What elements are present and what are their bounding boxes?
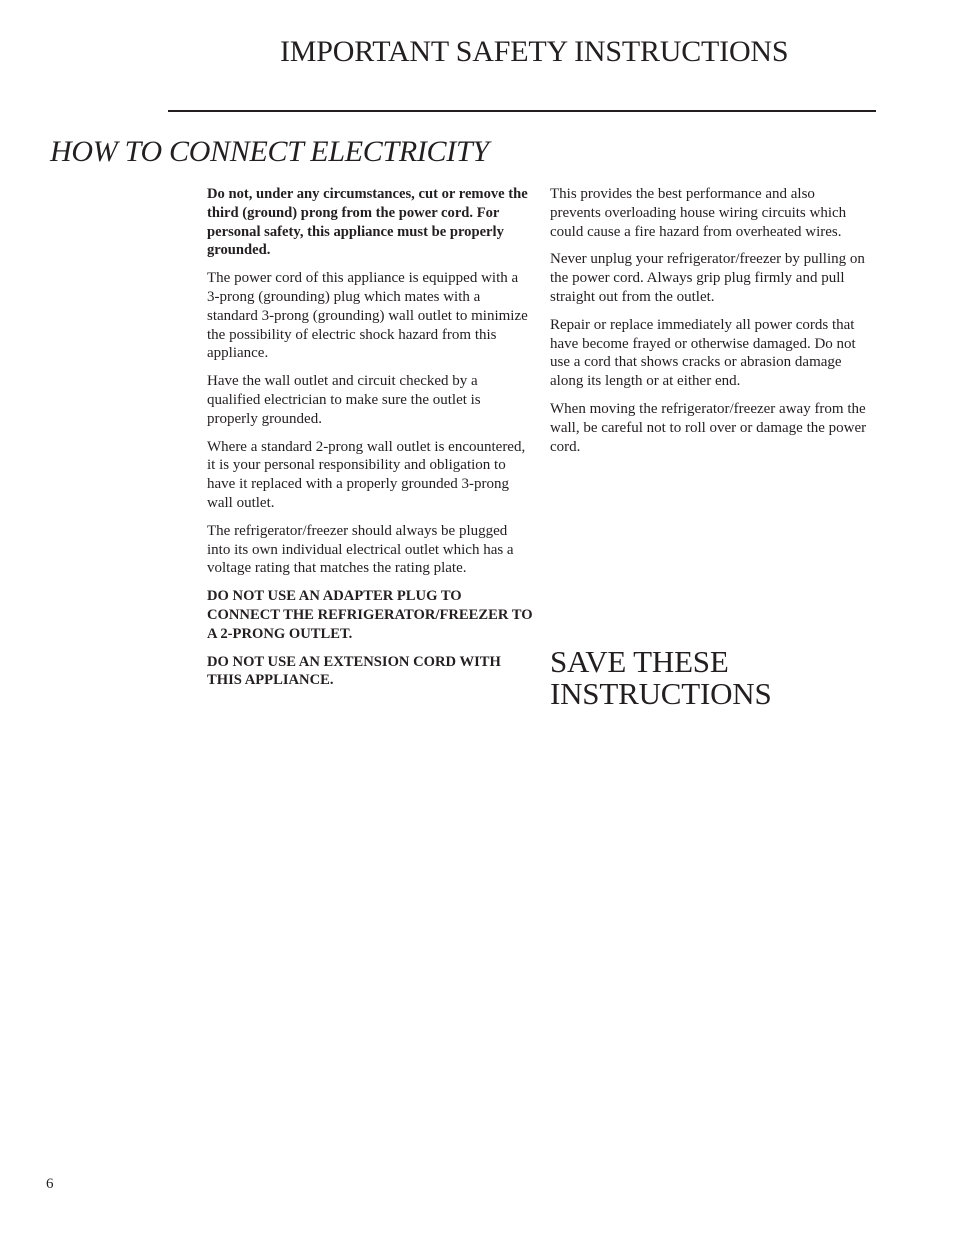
left-column [207, 185, 533, 699]
unplug-paragraph: Never unplug your refrigerator/freezer by pulling on the power cord. Always grip plug firmly and pull straight out from the outlet. [550, 251, 865, 305]
grounding-warning-paragraph: Do not, under any circumstances, cut or remove the third (ground) prong from the power cord. For personal safety, this appliance must be properly grounded. [207, 186, 528, 259]
save-title-line-1: SAVE THESE [550, 644, 729, 679]
outlet-check-paragraph: Have the wall outlet and circuit checked by a qualified electrician to make sure the outlet is properly grounded. [207, 373, 481, 427]
adapter-warning-paragraph: DO NOT USE AN ADAPTER PLUG TO CONNECT THE REFRIGERATOR/FREEZER TO A 2-PRONG OUTLET. [207, 588, 533, 642]
page-number: 6 [46, 1176, 54, 1192]
save-instructions-title [550, 646, 772, 710]
save-title-line-2: INSTRUCTIONS [550, 676, 772, 711]
moving-paragraph: When moving the refrigerator/freezer away from the wall, be careful not to roll over or damage the power cord. [550, 400, 867, 455]
header-divider [168, 110, 876, 112]
individual-outlet-paragraph: The refrigerator/freezer should always be plugged into its own individual electrical outlet which has a voltage rating that matches the rating plate. [207, 522, 514, 577]
performance-paragraph: This provides the best performance and also prevents overloading house wiring circuits which could cause a fire hazard from overheated wires. [550, 186, 847, 240]
extension-cord-warning-paragraph: DO NOT USE AN EXTENSION CORD WITH THIS APPLIANCE. [207, 653, 501, 689]
section-title: HOW TO CONNECT ELECTRICITY [50, 135, 489, 168]
two-prong-outlet-paragraph: Where a standard 2-prong wall outlet is encountered, it is your personal responsibility and obligation to have it replaced with a properly grounded 3-prong wall outlet. [207, 438, 526, 511]
right-column [550, 185, 868, 465]
page-header-title: IMPORTANT SAFETY INSTRUCTIONS [280, 35, 789, 68]
power-cord-paragraph: The power cord of this appliance is equipped with a 3-prong (grounding) plug which mates with a standard 3-prong (grounding) wall outlet to minimize the possibility of electric shock hazard from this appliance. [207, 270, 528, 362]
repair-cords-paragraph: Repair or replace immediately all power cords that have become frayed or otherwise damaged. Do not use a cord that shows cracks or abrasion damage along its length or at either end. [550, 316, 856, 390]
